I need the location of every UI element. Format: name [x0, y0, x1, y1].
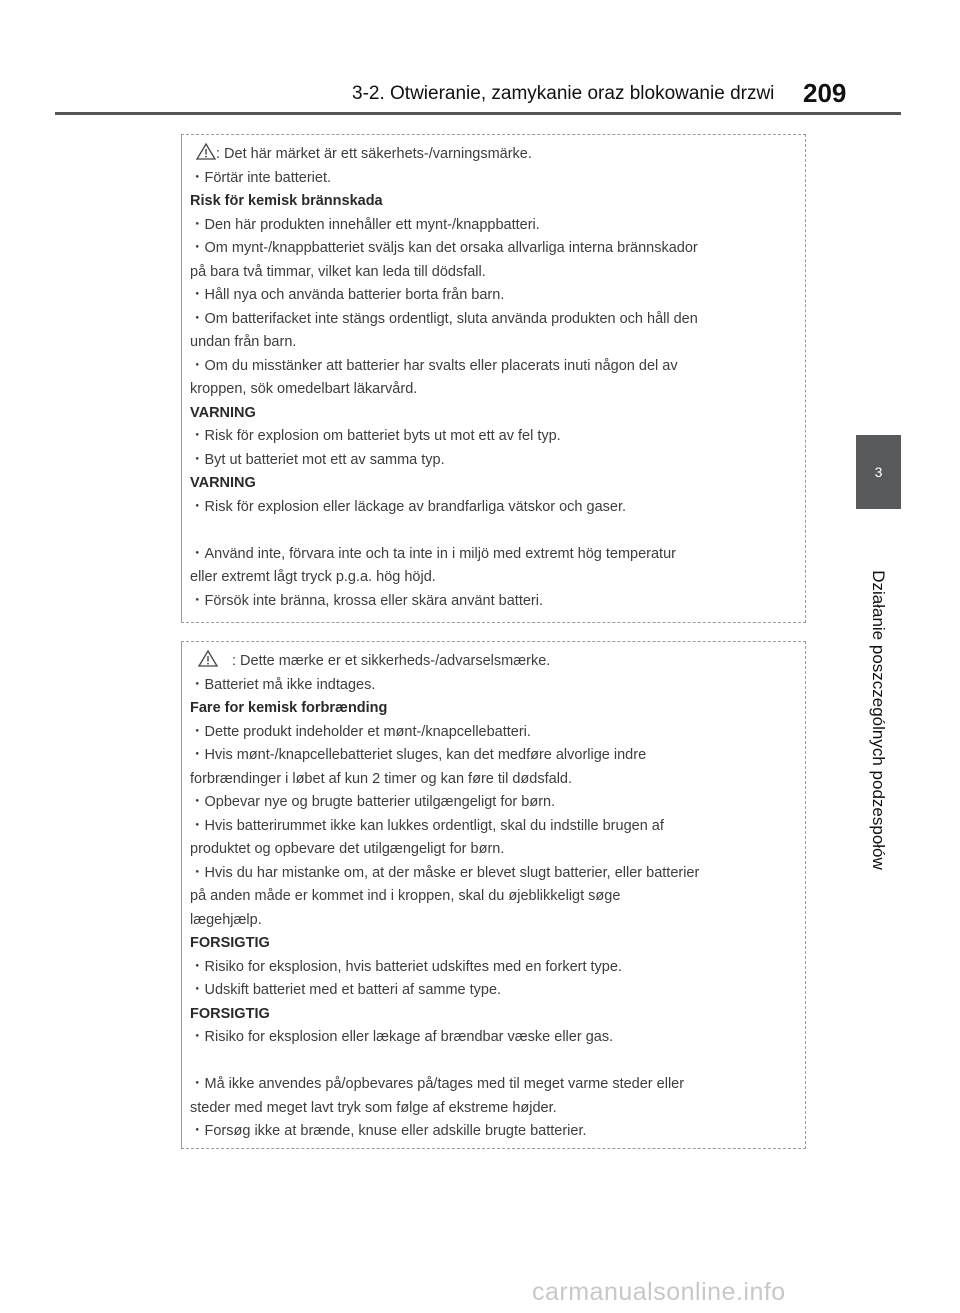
text-line: ・Må ikke anvendes på/opbevares på/tages med til meget varme steder eller — [190, 1076, 685, 1092]
danish-warning-box — [181, 641, 806, 1149]
header-divider — [55, 112, 901, 115]
text-line: eller extremt lågt tryck p.g.a. hög höjd. — [190, 569, 436, 585]
warning-triangle-icon — [196, 143, 216, 160]
warning-triangle-icon — [198, 650, 218, 667]
text-line: ・Risk för explosion eller läckage av brandfarliga vätskor och gaser. — [190, 498, 627, 515]
danish-intro-line — [190, 650, 795, 674]
swedish-intro-line — [190, 143, 795, 167]
text-line: ・Risiko for eksplosion eller lækage af brændbar væske eller gas. — [190, 1029, 614, 1045]
text-line: på anden måde er kommet ind i kroppen, skal du øjeblikkeligt søge — [190, 888, 621, 904]
text-line: ・Om mynt-/knappbatteriet sväljs kan det orsaka allvarliga interna brännskador — [190, 240, 698, 256]
text-line: ・Om batterifacket inte stängs ordentligt, sluta använda produkten och håll den — [190, 310, 698, 327]
text-line: kroppen, sök omedelbart läkarvård. — [190, 381, 418, 397]
swedish-intro-text: : Det här märket är ett säkerhets-/varningsmärke. — [216, 146, 532, 162]
text-line: steder med meget lavt tryk som følge af ekstreme højder. — [190, 1099, 557, 1116]
subheading: Fare for kemisk forbrænding — [190, 700, 388, 716]
text-line: ・Håll nya och använda batterier borta från barn. — [190, 287, 505, 303]
watermark: carmanualsonline.info — [532, 1278, 786, 1306]
text-line: produktet og opbevare det utilgængeligt for børn. — [190, 841, 505, 857]
text-line: ・Byt ut batteriet mot ett av samma typ. — [190, 451, 445, 468]
text-line: ・Försök inte bränna, krossa eller skära använt batteri. — [190, 592, 543, 609]
text-line: på bara två timmar, vilket kan leda till dödsfall. — [190, 263, 486, 280]
text-line: ・Förtär inte batteriet. — [190, 169, 332, 186]
text-line: ・Forsøg ikke at brænde, knuse eller adskille brugte batterier. — [190, 1123, 587, 1139]
text-line: undan från barn. — [190, 334, 297, 350]
page-number: 209 — [803, 78, 847, 108]
danish-intro-text: : Dette mærke er et sikkerheds-/advarselsmærke. — [232, 653, 551, 669]
text-line: forbrændinger i løbet af kun 2 timer og kan føre til dødsfald. — [190, 770, 573, 787]
caution-heading: FORSIGTIG — [190, 935, 270, 951]
text-line: ・Risiko for eksplosion, hvis batteriet udskiftes med en forkert type. — [190, 958, 622, 975]
chapter-tab — [856, 435, 901, 509]
text-line: ・Opbevar nye og brugte batterier utilgængeligt for børn. — [190, 794, 556, 810]
text-line: ・Risk för explosion om batteriet byts ut mot ett av fel typ. — [190, 428, 561, 444]
caution-heading: FORSIGTIG — [190, 1005, 270, 1022]
text-line: ・Hvis batterirummet ikke kan lukkes ordentligt, skal du indstille brugen af — [190, 817, 664, 834]
text-line: ・Hvis mønt-/knapcellebatteriet sluges, kan det medføre alvorlige indre — [190, 747, 647, 763]
text-line: ・Udskift batteriet med et batteri af samme type. — [190, 982, 502, 998]
warning-heading: VARNING — [190, 404, 256, 421]
chapter-number: 3 — [874, 464, 883, 480]
text-line: lægehjælp. — [190, 911, 262, 928]
text-line: ・Den här produkten innehåller ett mynt-/knappbatteri. — [190, 216, 540, 233]
spacer — [190, 1050, 795, 1074]
swedish-warning-box — [181, 134, 806, 623]
warning-heading: VARNING — [190, 475, 256, 491]
text-line: ・Om du misstänker att batterier har svalts eller placerats inuti någon del av — [190, 357, 678, 374]
chapter-label: Działanie poszczególnych podzespołów — [869, 570, 888, 870]
text-line: ・Hvis du har mistanke om, at der måske er blevet slugt batterier, eller batterier — [190, 864, 700, 881]
section-title: 3-2. Otwieranie, zamykanie oraz blokowanie drzwi — [352, 83, 775, 104]
text-line: ・Använd inte, förvara inte och ta inte in i miljö med extremt hög temperatur — [190, 545, 676, 562]
spacer — [190, 519, 795, 543]
text-line: ・Batteriet må ikke indtages. — [190, 676, 376, 693]
text-line: ・Dette produkt indeholder et mønt-/knapcellebatteri. — [190, 723, 531, 740]
subheading: Risk för kemisk brännskada — [190, 193, 383, 209]
